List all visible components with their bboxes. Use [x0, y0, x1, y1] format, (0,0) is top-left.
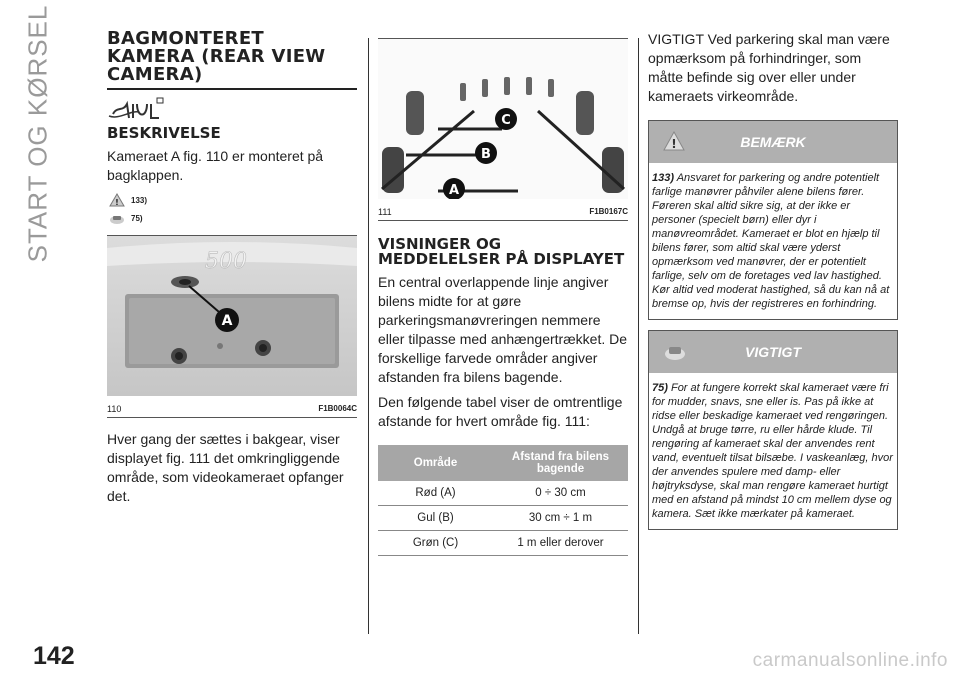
- note-title: BEMÆRK: [740, 134, 806, 150]
- table-cell: Gul (B): [378, 506, 493, 531]
- page-number: 142: [33, 642, 75, 670]
- figure-110: [107, 235, 357, 418]
- note-box-header: [649, 121, 897, 163]
- figure-callout-label: C: [501, 113, 511, 128]
- column-divider: [638, 38, 639, 634]
- important-reference: 75): [652, 382, 668, 394]
- table-cell: 0 ÷ 30 cm: [493, 481, 628, 506]
- table-header: Afstand fra bilens bagende: [493, 445, 628, 481]
- car-care-icon: [663, 341, 687, 361]
- reference-label: 75): [131, 213, 143, 223]
- title-rule: [107, 30, 357, 90]
- table-row: [378, 481, 628, 506]
- table-header: Område: [378, 445, 493, 481]
- warning-reference: [109, 191, 357, 209]
- section-side-label: START OG KØRSEL: [22, 4, 53, 263]
- warning-icon: [109, 193, 125, 207]
- figure-code: F1B0167C: [589, 207, 628, 216]
- column-1: [107, 30, 357, 512]
- section-heading: VISNINGER OG MEDDELELSER PÅ DISPLAYET: [378, 235, 625, 268]
- svg-text:500: 500: [205, 249, 247, 274]
- paragraph: Den følgende tabel viser de omtrentlige afstande for hvert område fig. 111:: [378, 394, 623, 429]
- column-divider: [368, 38, 369, 634]
- figure-code: F1B0064C: [318, 404, 357, 413]
- svg-text:!: !: [115, 198, 119, 207]
- important-reference: [109, 209, 357, 227]
- table-row: [378, 506, 628, 531]
- paragraph: Kameraet A fig. 110 er monteret på bagklappen.: [107, 148, 324, 183]
- note-body: [649, 163, 897, 319]
- section-heading: BESKRIVELSE: [107, 124, 221, 142]
- table-cell: 1 m eller derover: [493, 531, 628, 556]
- watermark: carmanualsonline.info: [752, 650, 948, 671]
- car-care-icon: [109, 211, 125, 225]
- figure-111: [378, 38, 628, 221]
- figure-number: 111: [378, 207, 392, 217]
- figure-callout-label: B: [481, 147, 491, 162]
- paragraph: En central overlappende linje angiver bilens midte for at gøre parkeringsmanøvreringen nemmere eller tilpasse med anhængertrækket. De forskellige farvede områder angiver afstanden fra bilens bagende.: [378, 274, 628, 385]
- warning-icon: [663, 131, 685, 151]
- important-text: For at fungere korrekt skal kameraet være fri for mudder, snavs, sne eller is. Pas på ikke at ridse eller beskadige kameraet ved rengøringen. Undgå at bruge tørre, ru eller hårde klude. Til rengøring af kameraet skal der anvendes rent vand, eventuelt tilsat bilsæbe. I vaskeanlæg, hvor der anvendes spulere med damp- eller højtryksdyse, skal man rengøre kameraet hurtigt med en afstand på mindst 10 cm mellem dyse og kamera. Sæt ikke mærkater på kameraet.: [652, 382, 893, 520]
- important-box: [648, 330, 898, 530]
- distance-table: [378, 445, 628, 556]
- paragraph: Hver gang der sættes i bakgear, viser displayet fig. 111 det omkringliggende område, som videokameraet opfanger det.: [107, 431, 344, 504]
- figure-number: 110: [107, 404, 122, 414]
- table-cell: Grøn (C): [378, 531, 493, 556]
- rear-camera-display-image: [378, 39, 628, 199]
- figure-caption: [107, 401, 357, 417]
- figure-caption: [378, 204, 628, 220]
- camera-logo-icon: [107, 94, 357, 126]
- paragraph: VIGTIGT Ved parkering skal man være opmærksom på forhindringer, som måtte befinde sig over eller under kameraets virkeområde.: [648, 31, 890, 104]
- figure-callout-label: A: [448, 183, 460, 198]
- svg-text:!: !: [671, 137, 677, 151]
- tailgate-camera-image: [107, 236, 357, 396]
- important-body: [649, 373, 897, 529]
- note-text: Ansvaret for parkering og andre potentielt farlige manøvrer påhviler alene bilens fører. Føreren skal altid sikre sig, at der ikke er personer (specielt børn) eller dyr i manøvreområdet. Kameraet er blot en hjælp til bilens fører, som altid skal være yderst opmærksom ved manøvrer, der er potentielt farlige, selv om de foretages ved lav hastighed. Kør altid ved moderat hastighed, så du kan nå at bremse op, hvis der registreres en forhindring.: [652, 172, 890, 310]
- important-box-header: [649, 331, 897, 373]
- reference-label: 133): [131, 195, 148, 205]
- note-reference: 133): [652, 172, 675, 184]
- page-title: BAGMONTERET KAMERA (REAR VIEW CAMERA): [107, 28, 326, 85]
- column-2: [378, 38, 628, 556]
- table-cell: 30 cm ÷ 1 m: [493, 506, 628, 531]
- table-row: [378, 531, 628, 556]
- table-cell: Rød (A): [378, 481, 493, 506]
- note-box: [648, 120, 898, 320]
- column-3: [648, 30, 898, 540]
- important-title: VIGTIGT: [745, 344, 801, 360]
- figure-callout-label: A: [221, 313, 233, 329]
